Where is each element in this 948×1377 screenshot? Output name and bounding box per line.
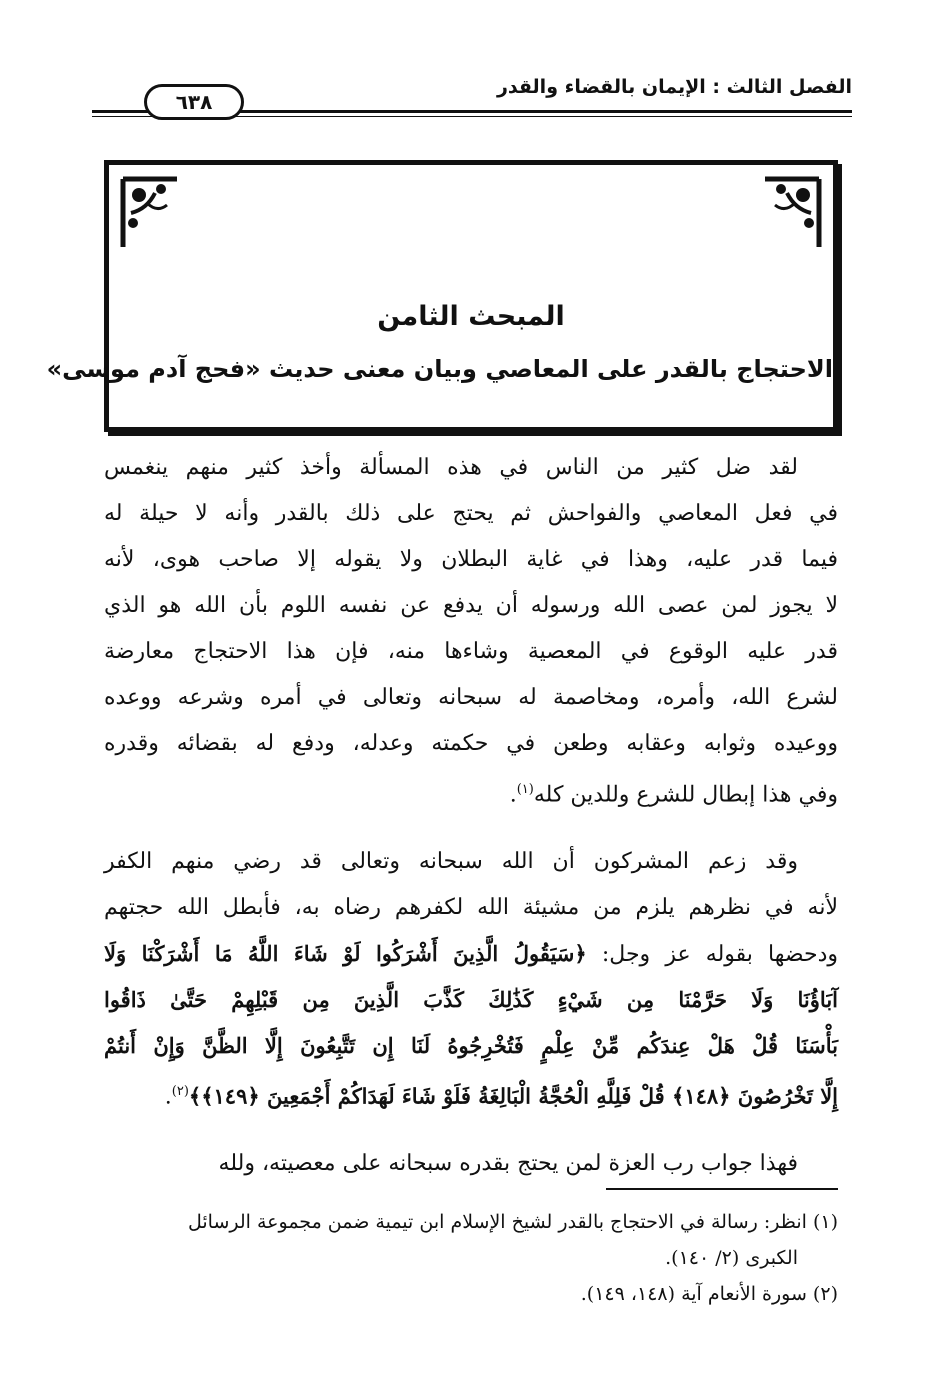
text-line [104,931,838,977]
footnote-2: (٢) سورة الأنعام آية (١٤٨، ١٤٩). [580,1283,838,1305]
footnote-marker: (١) [516,782,534,797]
text-line: لشرع الله، وأمره، ومخاصمة له سبحانه وتعالى في أمره وشرعه ووعده [104,685,838,710]
text-line: فيما قدر عليه، وهذا في غاية البطلان ولا يقوله إلا صاحب هوى، لأنه [104,547,838,572]
text-line: لا يجوز لمن عصى الله ورسوله أن يدفع عن نفسه اللوم بأن الله هو الذي [104,593,838,618]
page-number: ٦٣٨ [144,84,244,120]
page-header [92,70,852,120]
footnotes [104,1188,838,1312]
quran-verse: بَأْسَنَا قُلْ هَلْ عِندَكُم مِّنْ عِلْمٍ فَتُخْرِجُوهُ لَنَا إِن تَتَّبِعُونَ إِلَّا الظَّنَّ وَإِنْ أَنتُمْ [104,1033,838,1058]
chapter-title: الفصل الثالث : الإيمان بالقضاء والقدر [496,76,852,98]
text-line: قدر عليه الوقوع في المعصية وشاءها منه، فإن هذا الاحتجاج معارضة [104,639,838,664]
text-line: وقد زعم المشركون أن الله سبحانه وتعالى قد رضي منهم الكفر [104,849,798,874]
quran-verse: إِلَّا تَخْرُصُونَ ﴿١٤٨﴾ قُلْ فَلِلَّهِ الْحُجَّةُ الْبَالِغَةُ فَلَوْ شَاءَ لَهَدَاكُمْ أَجْمَعِينَ ﴿١٤٩﴾﴾ [188,1083,838,1109]
text-line: فهذا جواب رب العزة لمن يحتج بقدره سبحانه على معصيته، ولله [218,1151,798,1176]
quran-verse: آبَاؤُنَا وَلَا حَرَّمْنَا مِن شَيْءٍ كَذَٰلِكَ كَذَّبَ الَّذِينَ مِن قَبْلِهِمْ حَتَّىٰ ذَاقُوا [104,987,838,1012]
text-line: لقد ضل كثير من الناس في هذه المسألة وأخذ كثير منهم ينغمس [104,455,798,480]
text-line: في فعل المعاصي والفواحش ثم يحتج على ذلك بالقدر وأنه لا حيلة له [104,501,838,526]
text-line: لأنه في نظرهم يلزم من مشيئة الله لكفرهم رضاه به، فأبطل الله حجتهم [104,895,838,920]
footnote-rule [606,1188,838,1190]
punctuation: . [164,1084,172,1110]
punctuation: . [509,782,517,808]
section-title: الاحتجاج بالقدر على المعاصي وبيان معنى حديث «فحج آدم موسى» [46,355,833,383]
quran-verse: ﴿سَيَقُولُ الَّذِينَ أَشْرَكُوا لَوْ شَاءَ اللَّهُ مَا أَشْرَكْنَا وَلَا [104,941,587,966]
corner-ornament-icon [755,173,825,253]
section-title-box [46,160,838,432]
text-fragment: وفي هذا إبطال للشرع وللدين كله [533,782,838,808]
footnote-1: (١) انظر: رسالة في الاحتجاج بالقدر لشيخ الإسلام ابن تيمية ضمن مجموعة الرسائل [188,1211,838,1233]
text-fragment: ودحضها بقوله عز وجل: [601,942,838,967]
footnote-1-cont: الكبرى (٢/ ١٤٠). [665,1247,798,1269]
body-text [104,445,838,1187]
section-label: المبحث الثامن [377,301,565,332]
footnote-marker: (٢) [171,1084,189,1099]
text-line: ووعيده وثوابه وعقابه وطعن في حكمته وعدله، ودفع له بقضائه وقدره [104,731,838,756]
text-line [104,1069,838,1115]
corner-ornament-icon [117,173,187,253]
text-line [104,767,838,813]
